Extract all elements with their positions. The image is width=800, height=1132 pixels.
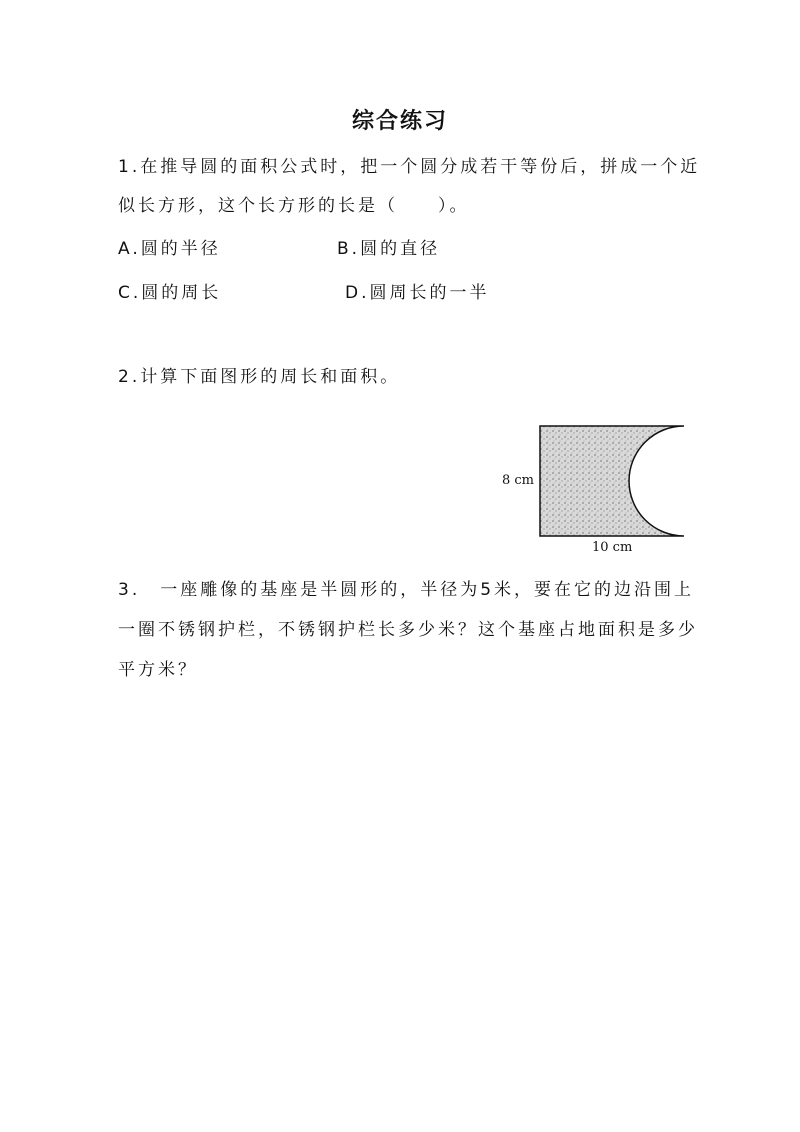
question-3-line-1: 3. 一座雕像的基座是半圆形的，半径为5米，要在它的边沿围上 <box>118 580 695 600</box>
question-1-line-2: 似长方形，这个长方形的长是（ ）。 <box>118 196 470 216</box>
option-c: C.圆的周长 <box>118 283 222 303</box>
rectangle-with-semicircle-cutout-diagram <box>498 418 698 558</box>
option-d: D.圆周长的一半 <box>345 283 490 303</box>
option-b: B.圆的直径 <box>337 239 441 259</box>
width-label: 10 cm <box>592 540 633 555</box>
question-2-text: 2.计算下面图形的周长和面积。 <box>118 367 401 387</box>
height-label: 8 cm <box>502 473 535 488</box>
question-3-line-3: 平方米？ <box>118 660 198 680</box>
question-3-line-2: 一圈不锈钢护栏，不锈钢护栏长多少米？这个基座占地面积是多少 <box>118 620 698 640</box>
question-1-line-1: 1.在推导圆的面积公式时，把一个圆分成若干等份后，拼成一个近 <box>118 157 701 177</box>
option-a: A.圆的半径 <box>118 239 221 259</box>
worksheet-title: 综合练习 <box>351 109 448 134</box>
geometry-figure <box>498 418 698 558</box>
shaded-region <box>540 426 684 536</box>
